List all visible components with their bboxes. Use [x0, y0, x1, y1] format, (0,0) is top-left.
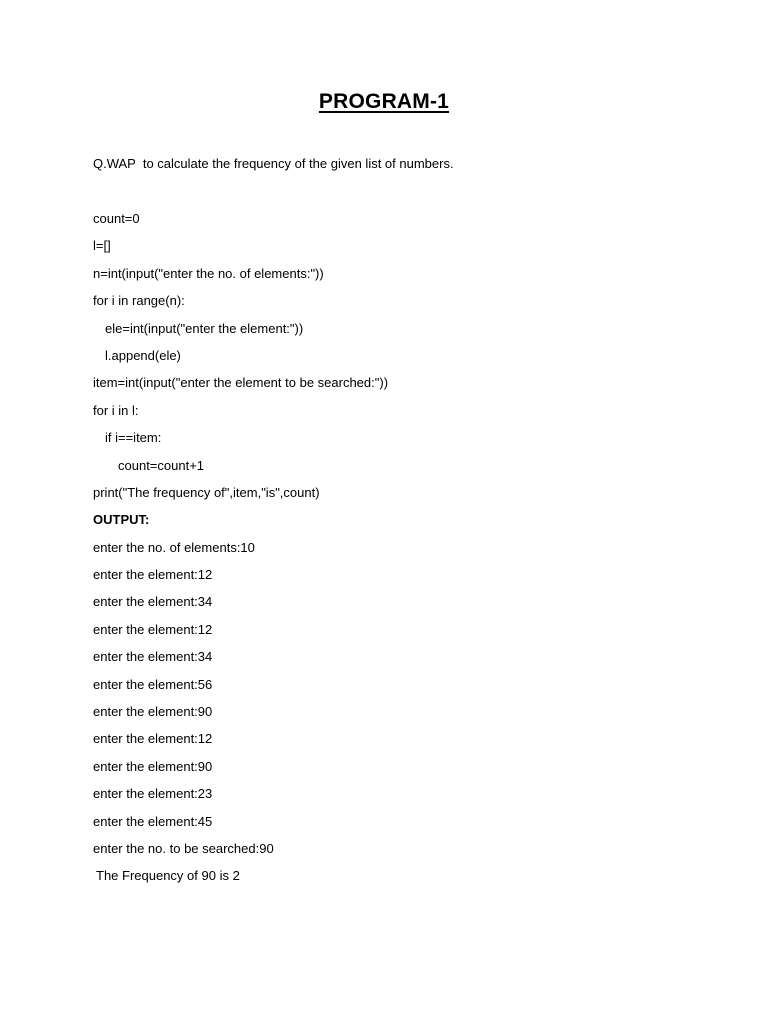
- output-line: enter the element:45: [93, 813, 213, 829]
- code-line: for i in l:: [93, 402, 139, 418]
- code-line: l=[]: [93, 238, 111, 254]
- output-line: enter the element:12: [93, 731, 213, 747]
- output-heading: OUTPUT:: [93, 512, 150, 528]
- output-line: enter the no. of elements:10: [93, 539, 255, 555]
- program-body: [93, 211, 388, 896]
- output-line: enter the element:90: [93, 704, 213, 720]
- output-result-line: The Frequency of 90 is 2: [96, 868, 240, 884]
- question-text: Q.WAP to calculate the frequency of the given list of numbers.: [93, 156, 454, 171]
- code-line: n=int(input("enter the no. of elements:")): [93, 265, 324, 281]
- code-line: item=int(input("enter the element to be searched:")): [93, 375, 389, 391]
- code-line: l.append(ele): [105, 347, 181, 363]
- code-line: count=count+1: [118, 457, 205, 473]
- output-line: enter the element:34: [93, 594, 213, 610]
- output-line: enter the element:12: [93, 567, 213, 583]
- code-line: for i in range(n):: [93, 293, 185, 309]
- output-line: enter the no. to be searched:90: [93, 840, 274, 856]
- output-line: enter the element:34: [93, 649, 213, 665]
- page-title: PROGRAM-1: [318, 90, 450, 113]
- code-line: count=0: [93, 211, 140, 226]
- code-line: print("The frequency of",item,"is",count): [93, 484, 320, 500]
- code-line: if i==item:: [105, 430, 162, 446]
- output-line: enter the element:56: [93, 676, 213, 692]
- code-line: ele=int(input("enter the element:")): [105, 320, 304, 336]
- output-line: enter the element:12: [93, 621, 213, 637]
- output-line: enter the element:23: [93, 786, 213, 802]
- output-line: enter the element:90: [93, 758, 213, 774]
